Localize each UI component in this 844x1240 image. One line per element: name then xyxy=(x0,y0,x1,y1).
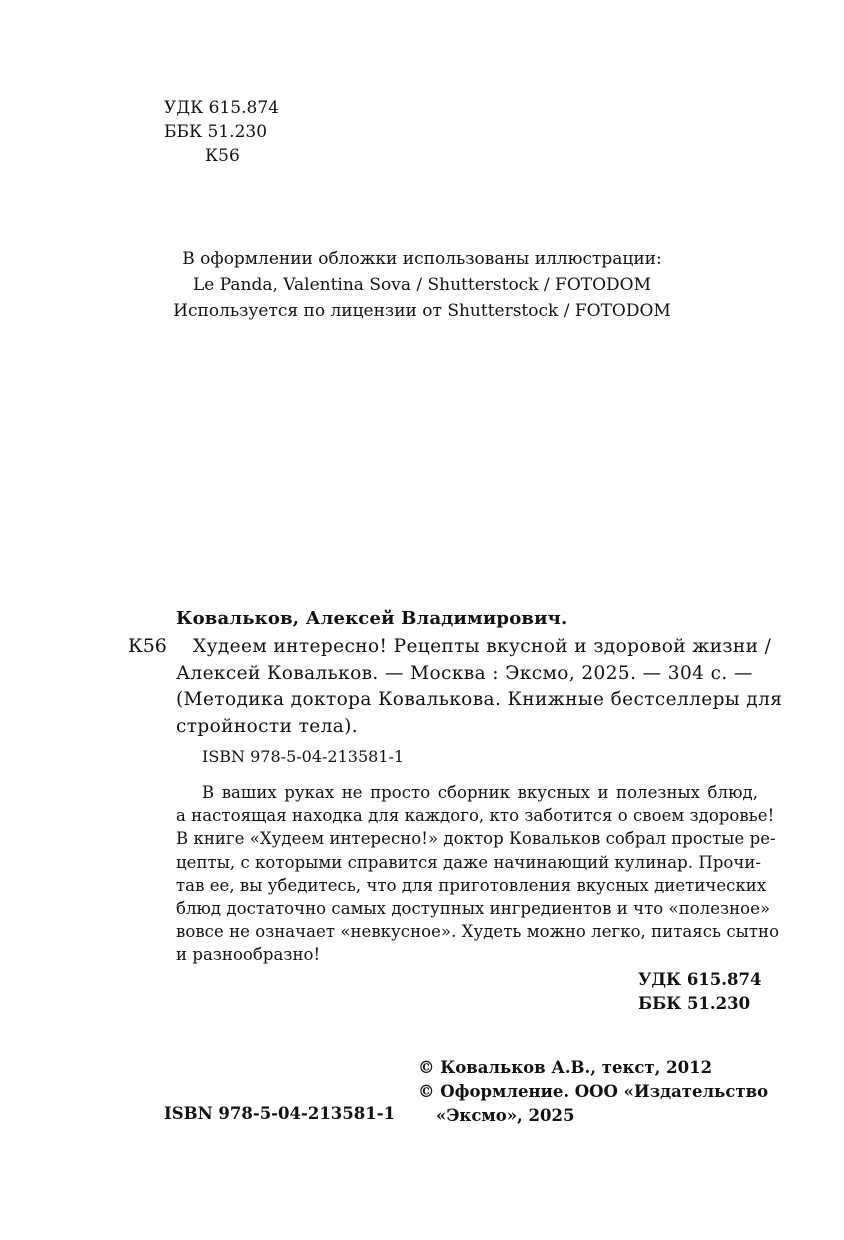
cutter-code: К56 xyxy=(205,146,240,166)
description-line: стройности тела). xyxy=(176,715,359,737)
record-description xyxy=(176,634,783,740)
description-line: Худеем интересно! Рецепты вкусной и здоровой жизни / xyxy=(193,636,772,657)
isbn-bottom: ISBN 978-5-04-213581-1 xyxy=(164,1104,396,1123)
annotation-line: вовсе не означает «невкусное». Худеть можно легко, питаясь сытно xyxy=(176,922,780,942)
annotation-line: тав ее, вы убедитесь, что для приготовления вкусных диетических xyxy=(176,875,767,895)
record-author: Ковальков, Алексей Владимирович. xyxy=(176,608,568,629)
annotation xyxy=(176,781,780,967)
annotation-line: цепты, с которыми справится даже начинающий кулинар. Прочи- xyxy=(176,852,762,872)
description-line: (Методика доктора Ковалькова. Книжные бестселлеры для xyxy=(176,689,783,710)
bbk-code: ББК 51.230 xyxy=(164,122,268,142)
copyright-line: «Эксмо», 2025 xyxy=(436,1106,575,1125)
illustration-credits xyxy=(0,246,844,324)
copyright-line: © Ковальков А.В., текст, 2012 xyxy=(418,1058,713,1077)
description-line: Алексей Ковальков. — Москва : Эксмо, 2025. — 304 с. — xyxy=(176,662,753,684)
annotation-line: а настоящая находка для каждого, кто заботится о своем здоровье! xyxy=(176,806,775,826)
udk-code-bottom: УДК 615.874 xyxy=(638,970,762,989)
copyright-block xyxy=(418,1056,768,1128)
record-cutter: К56 xyxy=(128,635,167,657)
credits-line: В оформлении обложки использованы иллюстрации: xyxy=(182,249,662,269)
annotation-line: и разнообразно! xyxy=(176,945,321,965)
credits-line: Le Panda, Valentina Sova / Shutterstock / FOTODOM xyxy=(192,275,652,295)
annotation-line: В книге «Худеем интересно!» доктор Ковальков собрал простые ре- xyxy=(176,829,776,849)
credits-line: Используется по лицензии от Shutterstock / FOTODOM xyxy=(173,301,671,321)
record-isbn: ISBN 978-5-04-213581-1 xyxy=(202,747,405,766)
annotation-line: блюд достаточно самых доступных ингредиентов и что «полезное» xyxy=(176,899,771,919)
annotation-line: В ваших руках не просто сборник вкусных и полезных блюд, xyxy=(202,783,758,802)
copyright-line: © Оформление. ООО «Издательство xyxy=(418,1082,769,1101)
bbk-code-bottom: ББК 51.230 xyxy=(638,994,751,1013)
udk-code: УДК 615.874 xyxy=(164,98,279,118)
